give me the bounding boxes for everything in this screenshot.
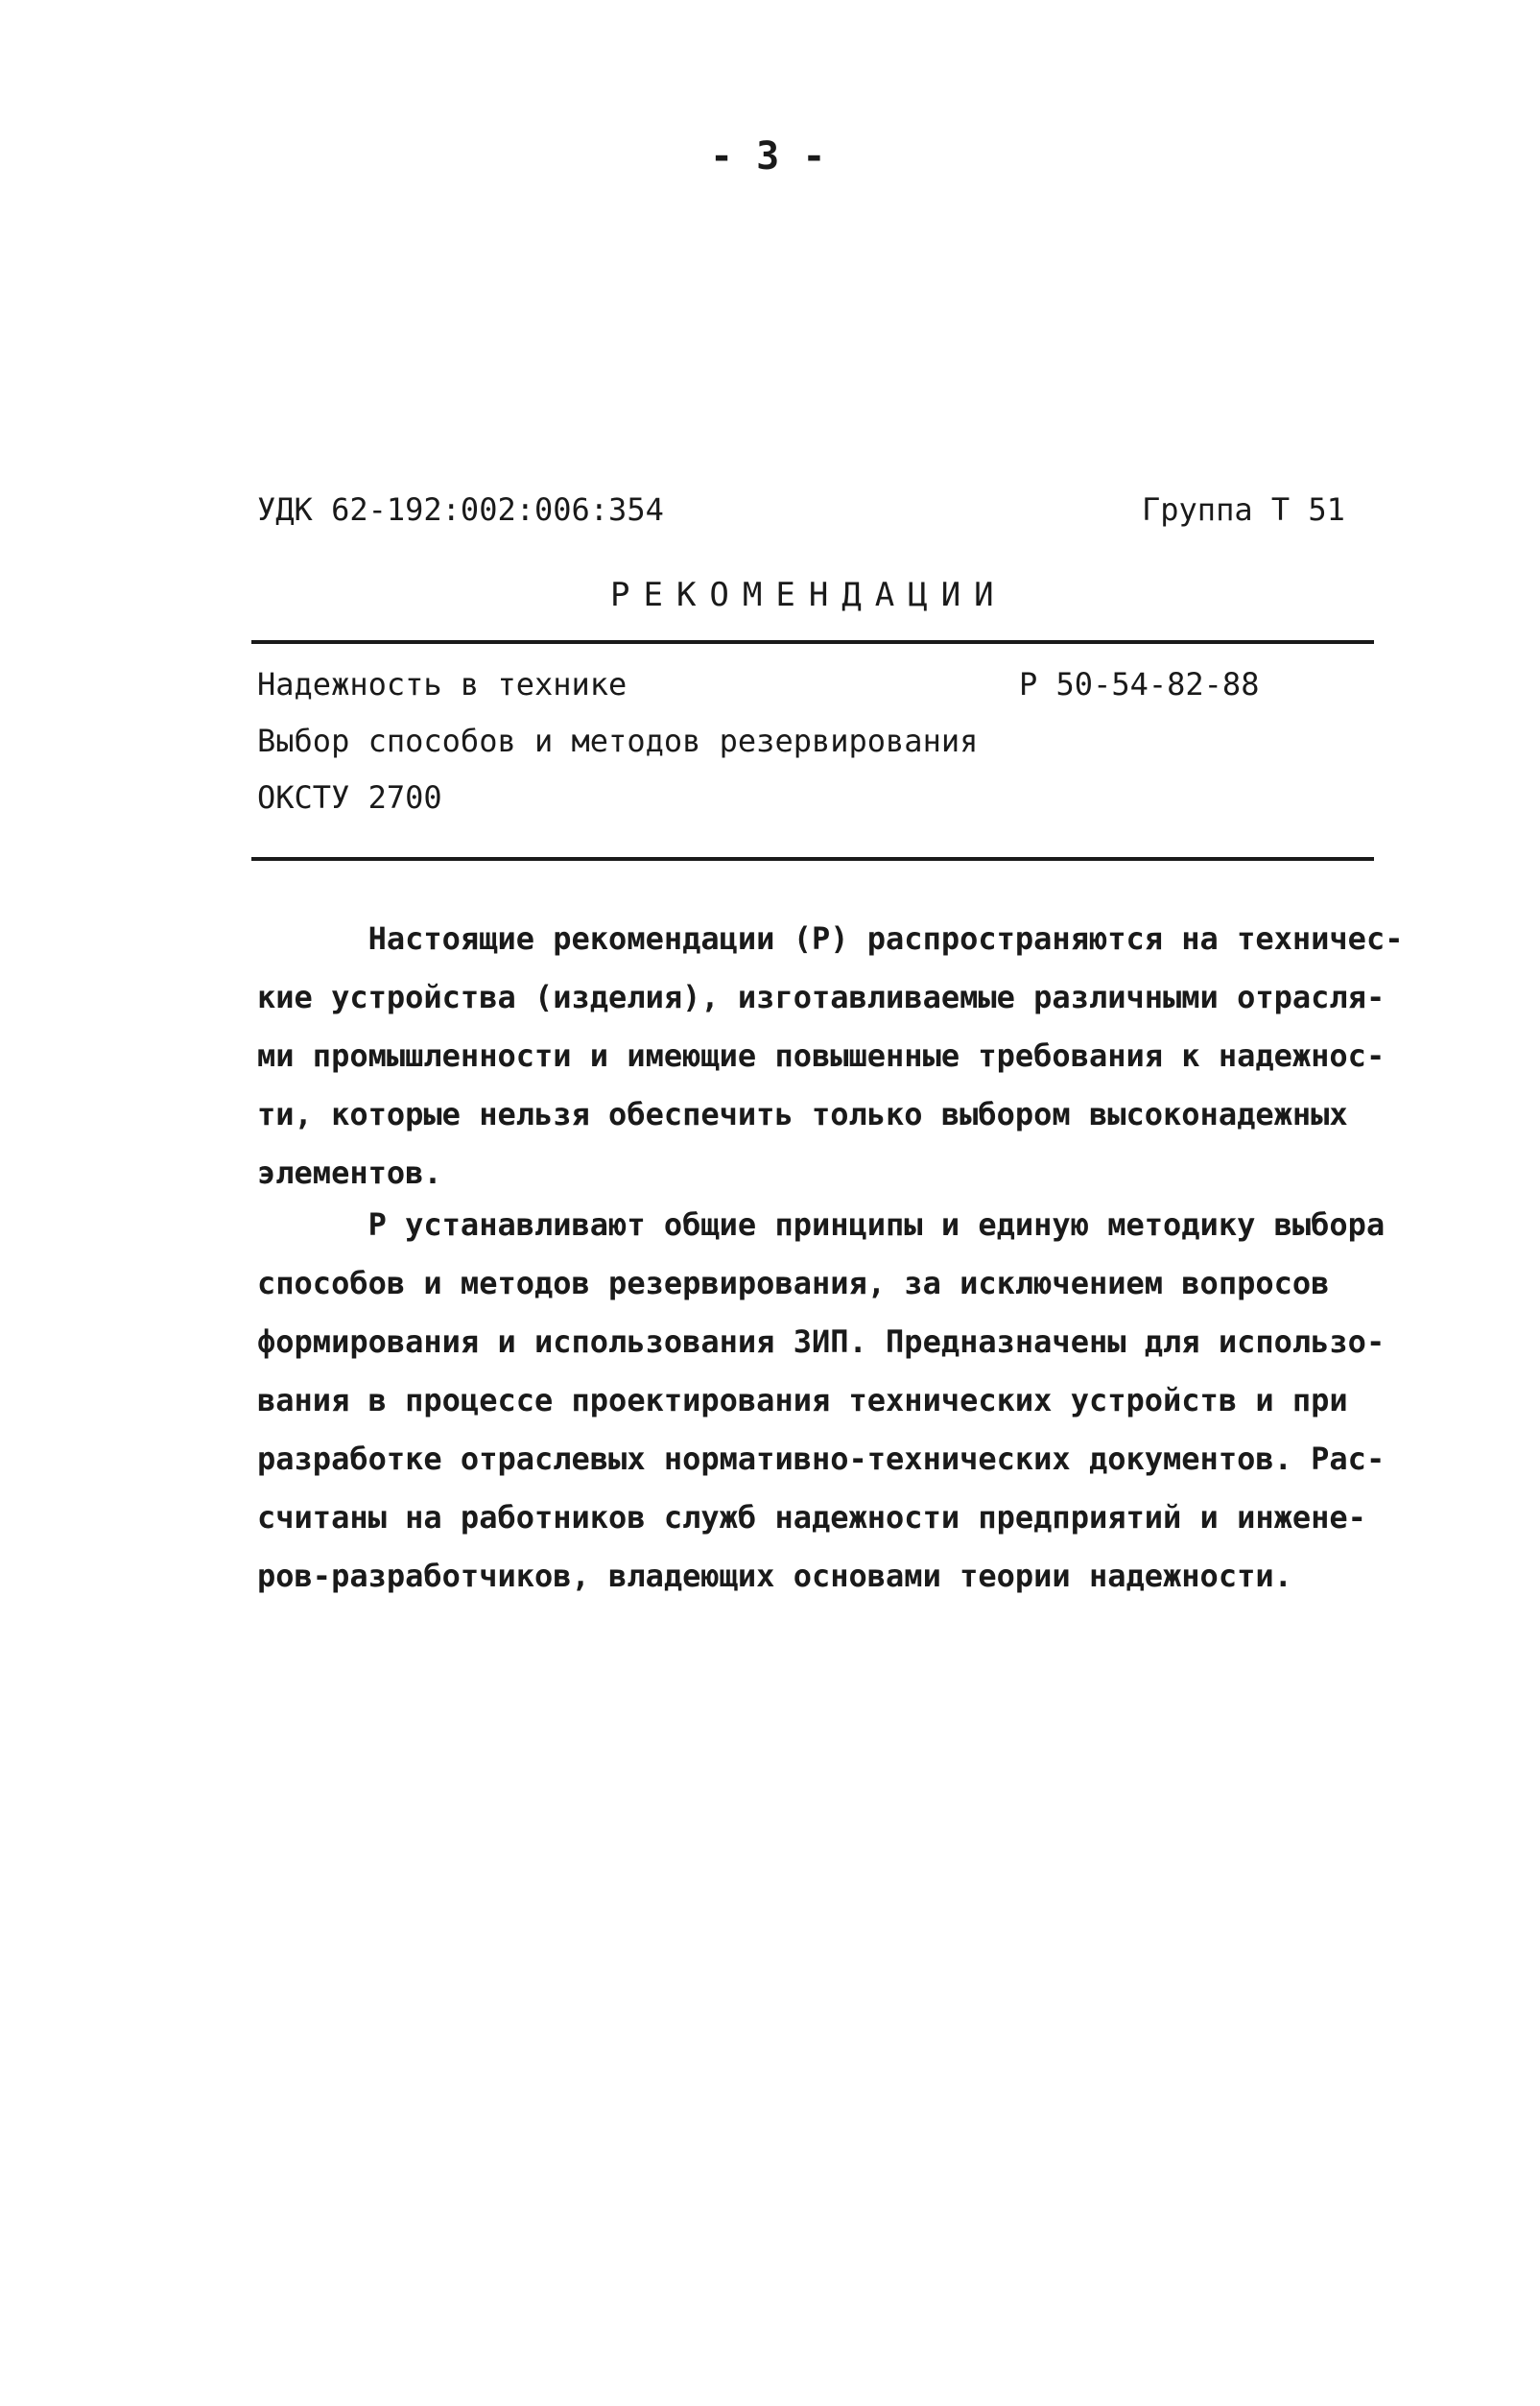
paragraph-line: Р устанавливают общие принципы и единую методику выбора bbox=[257, 1206, 1386, 1243]
bottom-divider bbox=[251, 857, 1374, 861]
document-subtitle: Выбор способов и методов резервирования bbox=[257, 723, 979, 759]
page-number: - 3 - bbox=[710, 134, 826, 179]
paragraph-line: разработке отраслевых нормативно-технических документов. Рас- bbox=[257, 1441, 1386, 1477]
paragraph-line: способов и методов резервирования, за исключением вопросов bbox=[257, 1265, 1330, 1301]
udk-code: УДК 62-192:002:006:354 bbox=[257, 491, 664, 528]
paragraph-line: ти, которые нельзя обеспечить только выбором высоконадежных bbox=[257, 1096, 1348, 1132]
document-type-heading: РЕКОМЕНДАЦИИ bbox=[610, 576, 1007, 614]
paragraph-line: ми промышленности и имеющие повышенные требования к надежнос- bbox=[257, 1037, 1386, 1074]
document-number: Р 50-54-82-88 bbox=[1019, 666, 1260, 703]
paragraph-line: вания в процессе проектирования технических устройств и при bbox=[257, 1382, 1348, 1418]
paragraph-line: считаны на работников служб надежности предприятий и инжене- bbox=[257, 1499, 1366, 1536]
paragraph-line: элементов. bbox=[257, 1155, 442, 1191]
paragraph-line: формирования и использования ЗИП. Предназначены для использо- bbox=[257, 1323, 1386, 1360]
top-divider bbox=[251, 640, 1374, 644]
paragraph-line: кие устройства (изделия), изготавливаемые различными отрасля- bbox=[257, 979, 1386, 1015]
paragraph-line: ров-разработчиков, владеющих основами теории надежности. bbox=[257, 1558, 1292, 1594]
group-code: Группа Т 51 bbox=[1142, 491, 1345, 528]
paragraph-line: Настоящие рекомендации (Р) распространяются на техничес- bbox=[257, 920, 1404, 957]
document-title: Надежность в технике bbox=[257, 666, 628, 703]
oksu-code: ОКСТУ 2700 bbox=[257, 779, 442, 816]
paragraph-purpose bbox=[257, 1196, 1385, 1606]
paragraph-scope bbox=[257, 910, 1403, 1203]
